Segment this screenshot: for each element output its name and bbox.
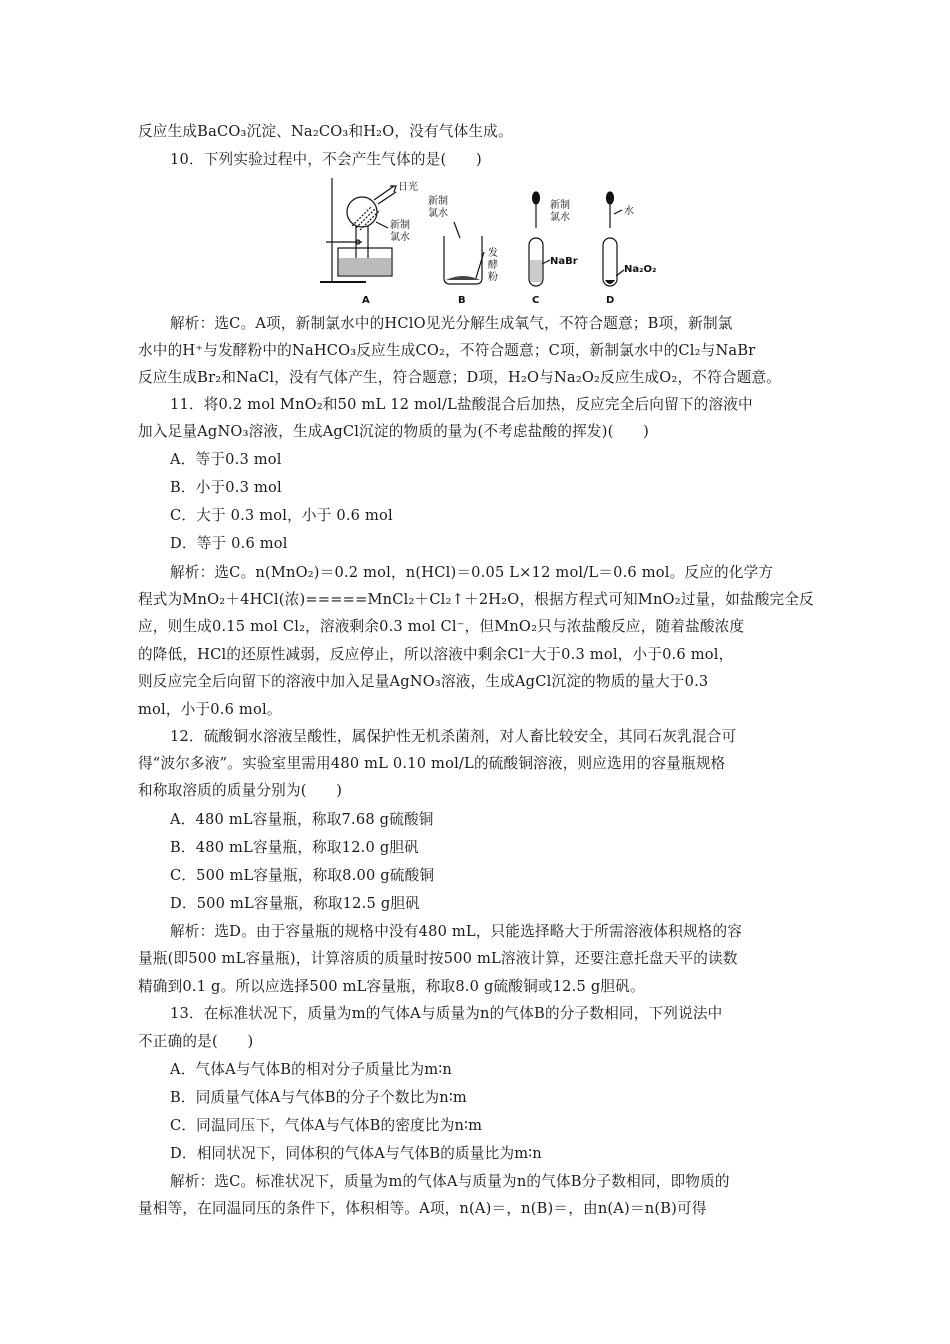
option-d: D．等于 0.6 mol [170, 535, 288, 552]
text-line: 量瓶(即500 mL容量瓶)，计算溶质的质量时按500 mL溶液计算，还要注意托盘天平的读数 [138, 950, 738, 967]
text-line: 水中的H⁺与发酵粉中的NaHCO₃反应生成CO₂，不符合题意；C项，新制氯水中的Cl₂与NaBr [138, 342, 756, 359]
text-line: 加入足量AgNO₃溶液，生成AgCl沉淀的物质的量为(不考虑盐酸的挥发)( ) [138, 423, 649, 440]
text-line: 不正确的是( ) [138, 1033, 254, 1050]
apparatus-b [444, 222, 484, 284]
label-baking-powder-2: 酵 [488, 260, 498, 271]
option-c: C．大于 0.3 mol，小于 0.6 mol [170, 507, 393, 524]
label-chlorine-water-a-2: 氯水 [390, 232, 410, 243]
caption-a: A [362, 295, 370, 306]
text-line: 量相等，在同温同压的条件下，体积相等。A项，n(A)＝，n(B)＝，由n(A)＝n(B)可得 [138, 1200, 707, 1217]
label-na2o2: Na₂O₂ [624, 264, 657, 275]
label-sunlight: 日光 [398, 182, 418, 193]
option-b: B．480 mL容量瓶，称取12.0 g胆矾 [170, 839, 419, 856]
apparatus-c [529, 192, 550, 286]
text-line: 的降低，HCl的还原性减弱，反应停止，所以溶液中剩余Cl⁻大于0.3 mol，小于0.6 mol， [138, 646, 734, 663]
analysis-13: 解析：选C。标准状况下，质量为m的气体A与质量为n的气体B分子数相同，即物质的 [170, 1173, 730, 1190]
caption-c: C [532, 295, 540, 306]
text-line: 程式为MnO₂＋4HCl(浓)=====MnCl₂＋Cl₂↑＋2H₂O，根据方程式可知MnO₂过量，如盐酸完全反 [138, 591, 814, 608]
text-line: 反应生成Br₂和NaCl，没有气体产生，符合题意；D项，H₂O与Na₂O₂反应生成O₂，不符合题意。 [138, 369, 782, 386]
label-chlorine-water-a: 新制 [390, 220, 410, 231]
option-c: C．500 mL容量瓶，称取8.00 g硫酸铜 [170, 867, 435, 884]
experiment-figure [318, 176, 678, 310]
label-baking-powder-3: 粉 [488, 272, 498, 283]
apparatus-diagram [318, 176, 678, 310]
option-d: D．500 mL容量瓶，称取12.5 g胆矾 [170, 895, 420, 912]
label-chlorine-water-c: 新制 [550, 200, 570, 211]
label-water: 水 [624, 206, 634, 217]
apparatus-a [320, 178, 396, 282]
apparatus-d [603, 192, 624, 286]
question-13: 13．在标准状况下，质量为m的气体A与质量为n的气体B的分子数相同，下列说法中 [170, 1005, 723, 1022]
analysis-12: 解析：选D。由于容量瓶的规格中没有480 mL，只能选择略大于所需溶液体积规格的容 [170, 923, 743, 940]
option-a: A．480 mL容量瓶，称取7.68 g硫酸铜 [170, 811, 434, 828]
text-line: 应，则生成0.15 mol Cl₂，溶液剩余0.3 mol Cl⁻，但MnO₂只与浓盐酸反应，随着盐酸浓度 [138, 618, 745, 635]
text-line: 和称取溶质的质量分别为( ) [138, 782, 343, 799]
label-chlorine-water-b-2: 氯水 [428, 208, 448, 219]
option-b: B．小于0.3 mol [170, 479, 282, 496]
text-line: mol，小于0.6 mol。 [138, 701, 282, 718]
text-line: 精确到0.1 g。所以应选择500 mL容量瓶，称取8.0 g硫酸铜或12.5 g胆矾。 [138, 978, 645, 995]
option-a: A．等于0.3 mol [170, 451, 282, 468]
option-b: B．同质量气体A与气体B的分子个数比为n∶m [170, 1089, 467, 1106]
caption-b: B [458, 295, 466, 306]
text-line: 反应生成BaCO₃沉淀、Na₂CO₃和H₂O，没有气体生成。 [138, 123, 513, 140]
option-d: D．相同状况下，同体积的气体A与气体B的质量比为m∶n [170, 1145, 542, 1162]
label-nabr: NaBr [550, 256, 578, 267]
caption-d: D [606, 295, 615, 306]
text-line: 得“波尔多液”。实验室里需用480 mL 0.10 mol/L的硫酸铜溶液，则应选用的容量瓶规格 [138, 755, 726, 772]
question-12: 12．硫酸铜水溶液呈酸性，属保护性无机杀菌剂，对人畜比较安全，其同石灰乳混合可 [170, 728, 737, 745]
question-11: 11．将0.2 mol MnO₂和50 mL 12 mol/L盐酸混合后加热，反应完全后向留下的溶液中 [170, 396, 753, 413]
question-10: 10．下列实验过程中，不会产生气体的是( ) [170, 151, 482, 168]
option-a: A．气体A与气体B的相对分子质量比为m∶n [170, 1061, 452, 1078]
option-c: C．同温同压下，气体A与气体B的密度比为n∶m [170, 1117, 483, 1134]
text-line: 则反应完全后向留下的溶液中加入足量AgNO₃溶液，生成AgCl沉淀的物质的量大于0.3 [138, 673, 709, 690]
analysis-11: 解析：选C。n(MnO₂)＝0.2 mol，n(HCl)＝0.05 L×12 mol/L＝0.6 mol。反应的化学方 [170, 564, 774, 581]
label-chlorine-water-b: 新制 [428, 196, 448, 207]
label-chlorine-water-c-2: 氯水 [550, 212, 570, 223]
analysis-10: 解析：选C。A项，新制氯水中的HClO见光分解生成氧气，不符合题意；B项，新制氯 [170, 315, 733, 332]
label-baking-powder-1: 发 [488, 248, 498, 259]
